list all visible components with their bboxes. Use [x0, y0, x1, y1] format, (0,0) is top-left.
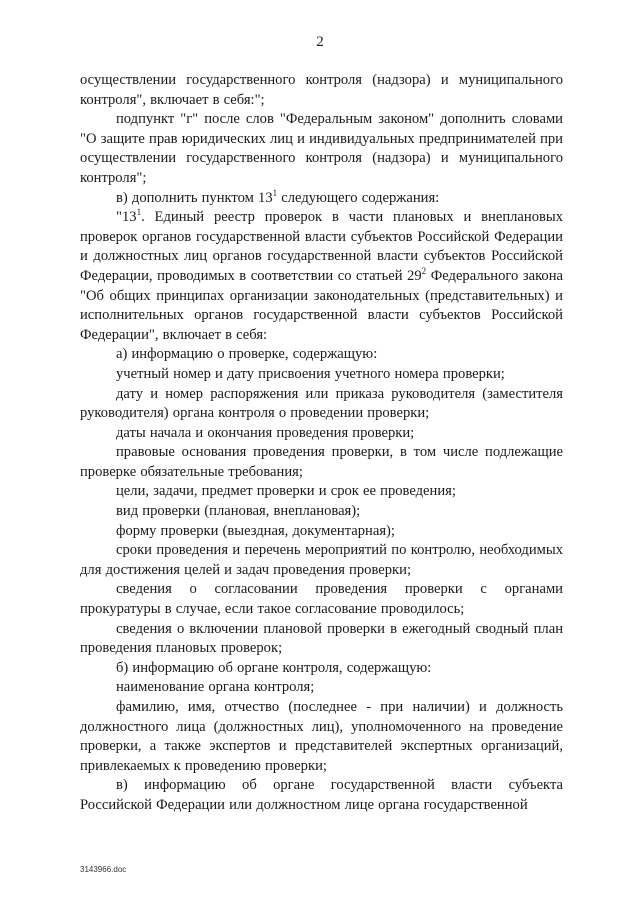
paragraph-text: в) информацию об органе государственной власти субъекта Российской Федерации или должностном лице органа государственной: [80, 777, 563, 813]
paragraph: [80, 365, 563, 385]
paragraph-text: дату и номер распоряжения или приказа руководителя (заместителя руководителя) органа контроля о проведении проверки;: [80, 385, 563, 422]
paragraph: [80, 189, 563, 209]
paragraph: [80, 698, 563, 776]
paragraph-text: сведения о включении плановой проверки в ежегодный сводный план проведения плановых проверок;: [80, 620, 563, 657]
paragraph-text: б) информацию об органе контроля, содержащую:: [116, 659, 432, 676]
paragraph-text: "13: [116, 209, 137, 226]
paragraph: [80, 659, 563, 679]
paragraph: [80, 110, 563, 188]
paragraph: [80, 678, 563, 698]
paragraph: [80, 208, 563, 345]
paragraph-text: правовые основания проведения проверки, в том числе подлежащие проверке обязательные требования;: [80, 444, 563, 480]
paragraph-text: следующего содержания:: [277, 189, 440, 206]
paragraph: [80, 345, 563, 365]
page-number: 2: [316, 34, 324, 50]
paragraph-text: в) дополнить пунктом 13: [116, 189, 273, 206]
paragraph-text: осуществлении государственного контроля (надзора) и муниципального контроля", включает в себя:";: [80, 72, 563, 108]
paragraph: [80, 522, 563, 542]
paragraph-text: цели, задачи, предмет проверки и срок ее проведения;: [116, 483, 456, 500]
paragraph-text: а) информацию о проверке, содержащую:: [116, 346, 378, 363]
paragraph-text: учетный номер и дату присвоения учетного номера проверки;: [116, 365, 505, 382]
paragraph: [80, 424, 563, 444]
paragraph: [80, 71, 563, 110]
paragraph: [80, 776, 563, 815]
superscript: 1: [136, 207, 142, 218]
paragraph-text: фамилию, имя, отчество (последнее - при наличии) и должность должностного лица (должностных лиц), уполномоченного на проведение проверки, а также экспертов и представителей экспертных организаций, привлекаемых к проведению проверки;: [80, 699, 563, 774]
superscript: 2: [421, 265, 427, 276]
paragraph-text: сроки проведения и перечень мероприятий по контролю, необходимых для достижения целей и задач проведения проверки;: [80, 542, 563, 578]
paragraph-text: наименование органа контроля;: [116, 679, 315, 696]
paragraph: [80, 443, 563, 482]
file-name-footer: 3143966.doc: [80, 865, 127, 874]
paragraph-text: форму проверки (выездная, документарная);: [116, 522, 395, 539]
superscript: 1: [272, 187, 278, 198]
paragraph: [80, 620, 563, 659]
paragraph: [80, 502, 563, 522]
paragraph: [80, 482, 563, 502]
paragraph-text: сведения о согласовании проведения проверки с органами прокуратуры в случае, если такое согласование проводилось;: [80, 581, 563, 618]
paragraph-text: вид проверки (плановая, внеплановая);: [116, 503, 361, 520]
paragraph-text: подпункт "г" после слов "Федеральным законом" дополнить словами "О защите прав юридических лиц и индивидуальных предпринимателей при осуществлении государственного контроля (надзора) и муниципального контроля";: [80, 111, 563, 186]
paragraph: [80, 580, 563, 619]
paragraph-text: Федерального закона "Об общих принципах организации законодательных (представительных) и исполнительных органов государственной власти субъектов Российской Федерации", включает в себя:: [80, 267, 564, 343]
paragraph: [80, 385, 563, 424]
paragraph-text: . Единый реестр проверок в части плановых и внеплановых проверок органов государственной власти субъектов Российской Федерации и должностных лиц органов государственной власти субъектов Российской Федерации, проводимых в соответствии со статьей 29: [80, 209, 563, 284]
document-body: [80, 71, 563, 816]
paragraph-text: даты начала и окончания проведения проверки;: [116, 424, 415, 441]
paragraph: [80, 541, 563, 580]
